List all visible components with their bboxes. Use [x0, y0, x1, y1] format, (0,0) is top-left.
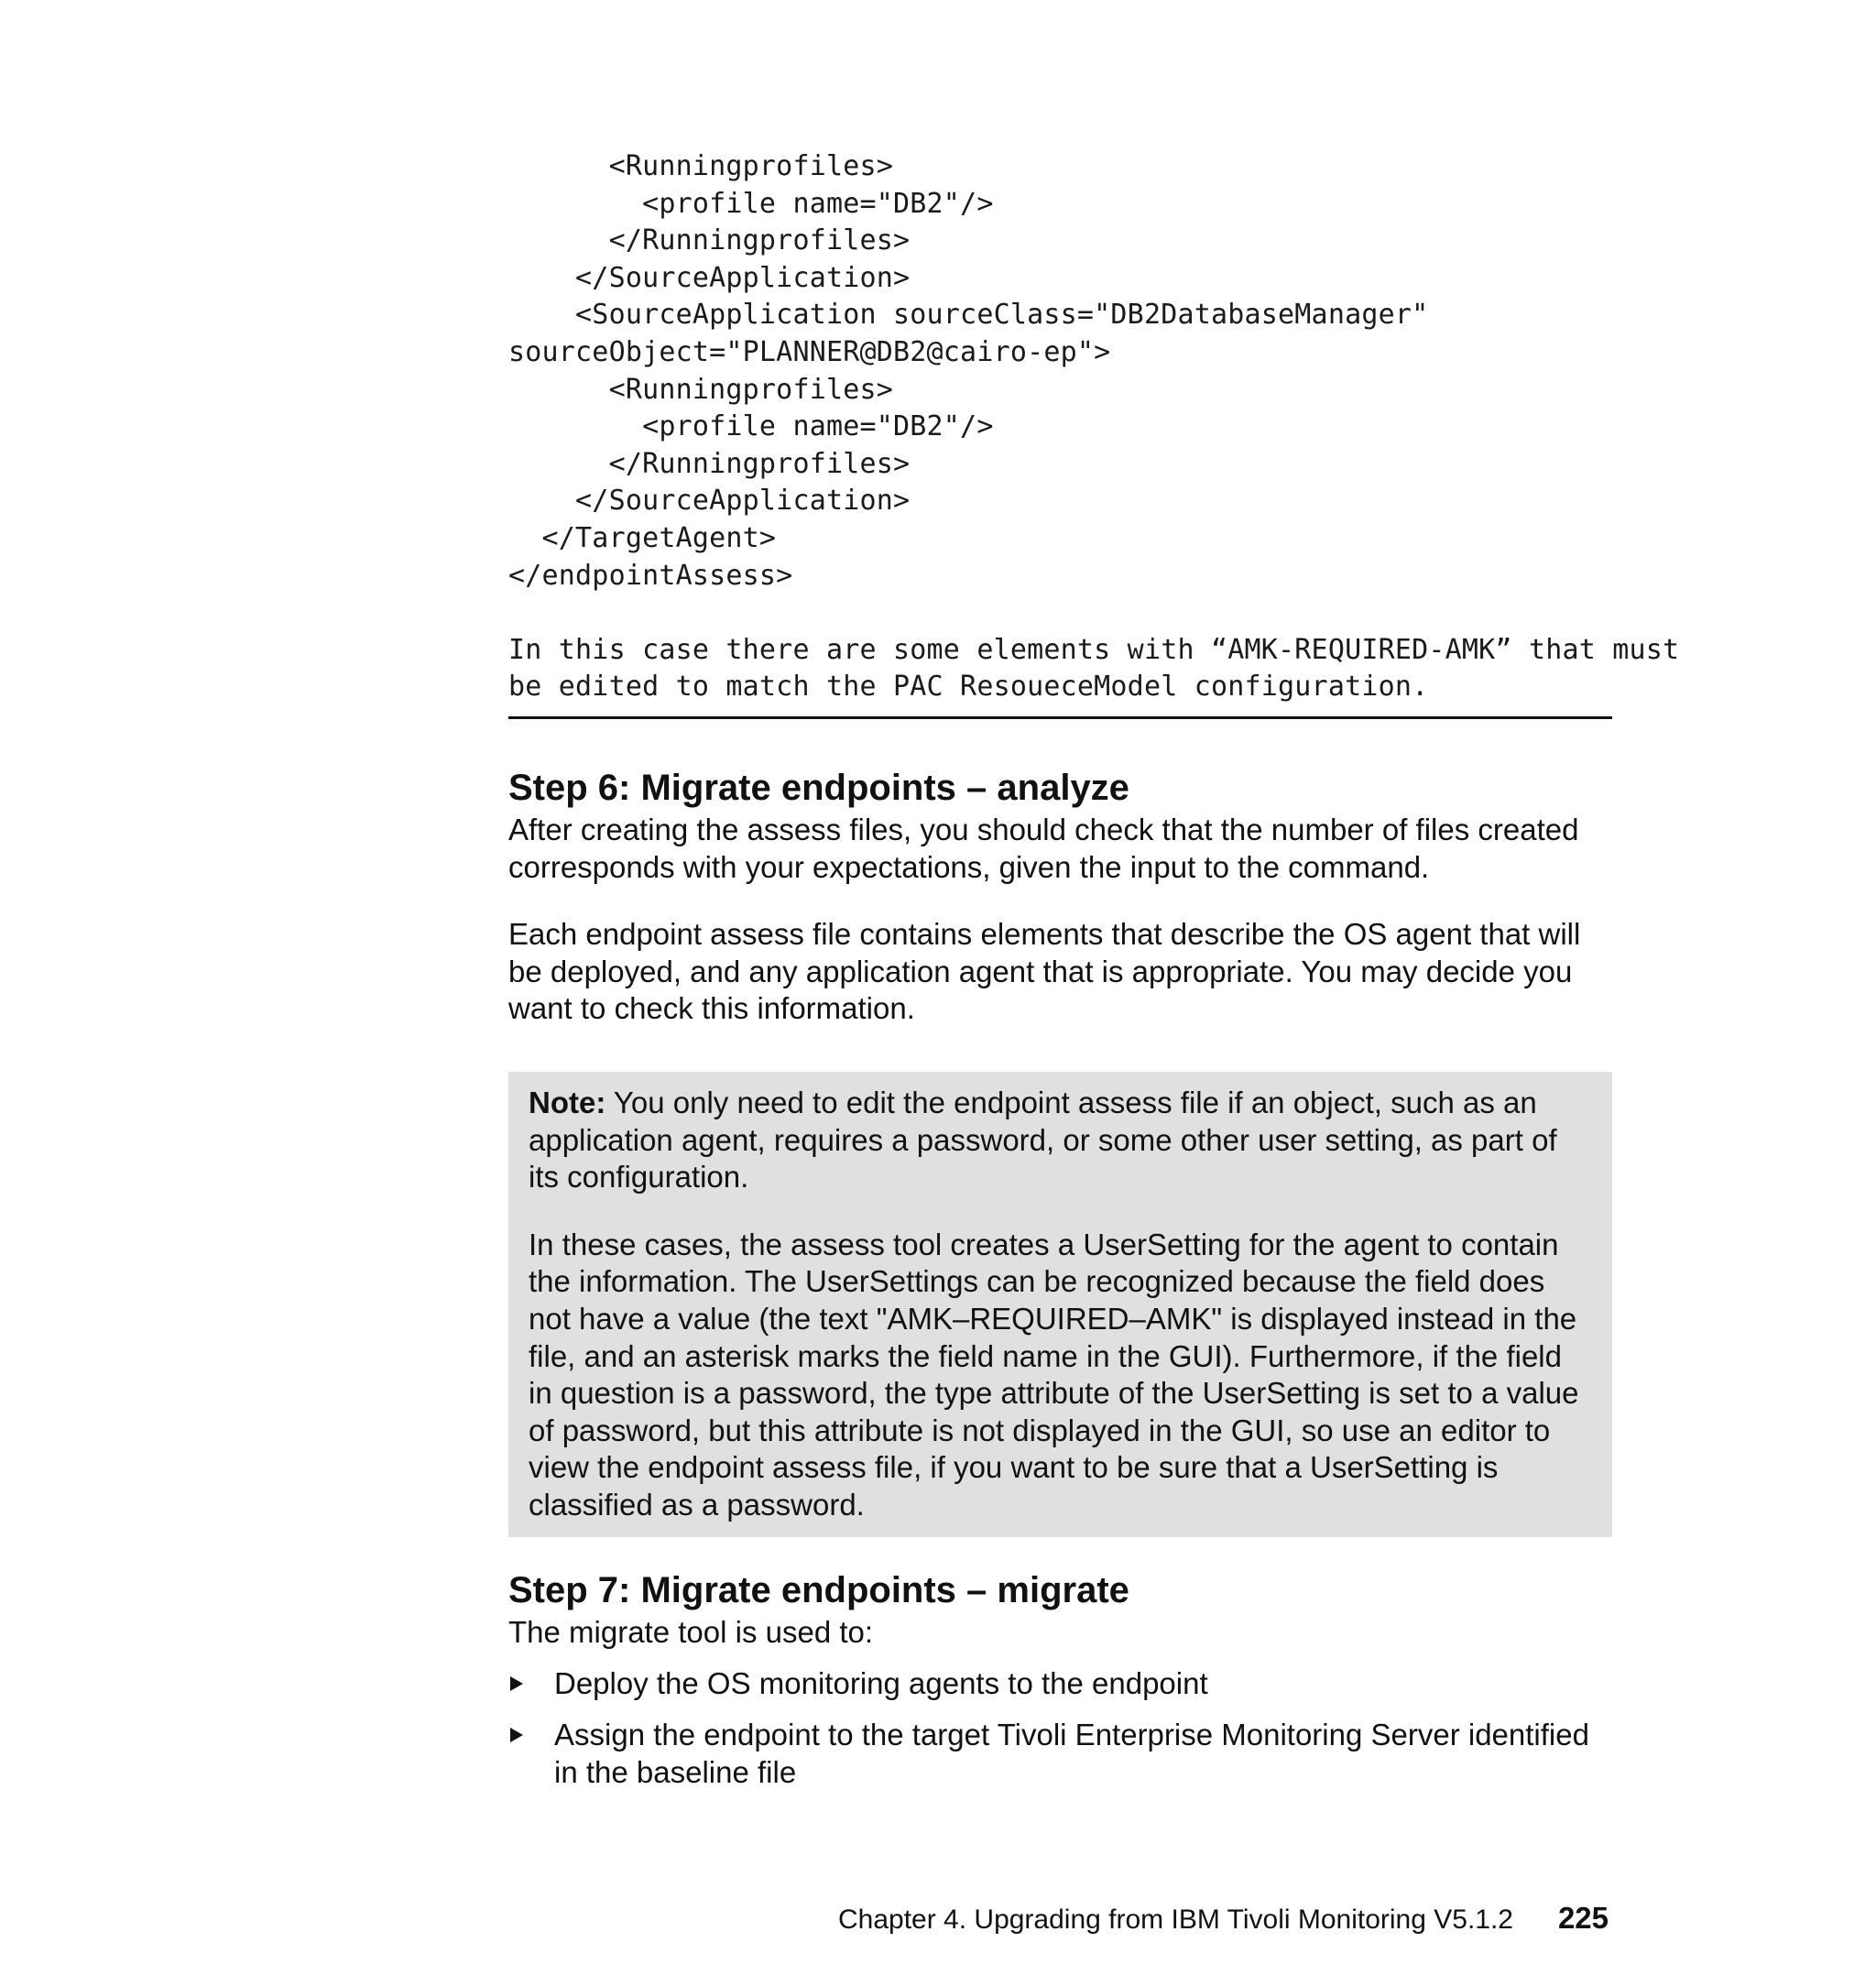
note-paragraph-1: [529, 1085, 1592, 1196]
code-line: </TargetAgent>: [508, 521, 777, 554]
note-label: Note:: [529, 1086, 606, 1119]
code-line: </endpointAssess>: [508, 559, 793, 592]
code-line: <profile name="DB2"/>: [508, 187, 994, 220]
code-line: </SourceApplication>: [508, 261, 911, 294]
code-example: [508, 148, 1680, 706]
step7-intro: The migrate tool is used to:: [508, 1615, 874, 1649]
step6-paragraph-2: Each endpoint assess file contains elements that describe the OS agent that will be deployed, and any application agent that is appropriate. You may decide you want to check this information.: [508, 917, 1581, 1026]
code-line: <profile name="DB2"/>: [508, 410, 994, 443]
page-footer: [508, 1900, 1612, 1940]
code-line: </Runningprofiles>: [508, 224, 911, 257]
code-line: <Runningprofiles>: [508, 150, 894, 182]
step6-paragraph-1: After creating the assess files, you should check that the number of files created corresponds with your expectations, given the input to the command.: [508, 813, 1579, 884]
footer-chapter-title: Chapter 4. Upgrading from IBM Tivoli Monitoring V5.1.2: [837, 1904, 1513, 1935]
list-item-text: Deploy the OS monitoring agents to the endpoint: [554, 1666, 1208, 1700]
note-paragraph-1-text: You only need to edit the endpoint assess file if an object, such as an application agent, requires a password, or some other user setting, as part of its configuration.: [529, 1086, 1557, 1195]
triangle-bullet-icon: [510, 1728, 523, 1742]
code-line: sourceObject="PLANNER@DB2@cairo-ep">: [508, 335, 1111, 368]
page-number: 225: [1557, 1901, 1609, 1935]
code-block-divider: [508, 716, 1612, 719]
step6-heading: Step 6: Migrate endpoints – analyze: [508, 768, 1129, 808]
code-line: </Runningprofiles>: [508, 447, 911, 480]
code-line: <Runningprofiles>: [508, 373, 894, 406]
code-line: In this case there are some elements with “AMK-REQUIRED-AMK” that must: [508, 633, 1680, 666]
step7-heading: Step 7: Migrate endpoints – migrate: [508, 1570, 1129, 1610]
step6-section: [508, 766, 1612, 1028]
step7-section: [508, 1568, 1612, 1652]
code-line: be edited to match the PAC ResoueceModel configuration.: [508, 671, 1429, 704]
code-line: </SourceApplication>: [508, 485, 911, 518]
triangle-bullet-icon: [510, 1676, 523, 1691]
list-item-text: Assign the endpoint to the target Tivoli Enterprise Monitoring Server identified in the baseline file: [554, 1718, 1589, 1789]
note-box: [508, 1072, 1612, 1537]
note-paragraph-2: In these cases, the assess tool creates a UserSetting for the agent to contain the information. The UserSettings can be recognized because the field does not have a value (the text "AMK–REQUIRED–AMK" is displayed instead in the file, and an asterisk marks the field name in the GUI). Furthermore, if the field in question is a password, the type attribute of the UserSetting is set to a value of password, but this attribute is not displayed in the GUI, so use an editor to view the endpoint assess file, if you want to be sure that a UserSetting is classified as a password.: [529, 1227, 1579, 1522]
code-line: <SourceApplication sourceClass="DB2DatabaseManager": [508, 299, 1429, 332]
